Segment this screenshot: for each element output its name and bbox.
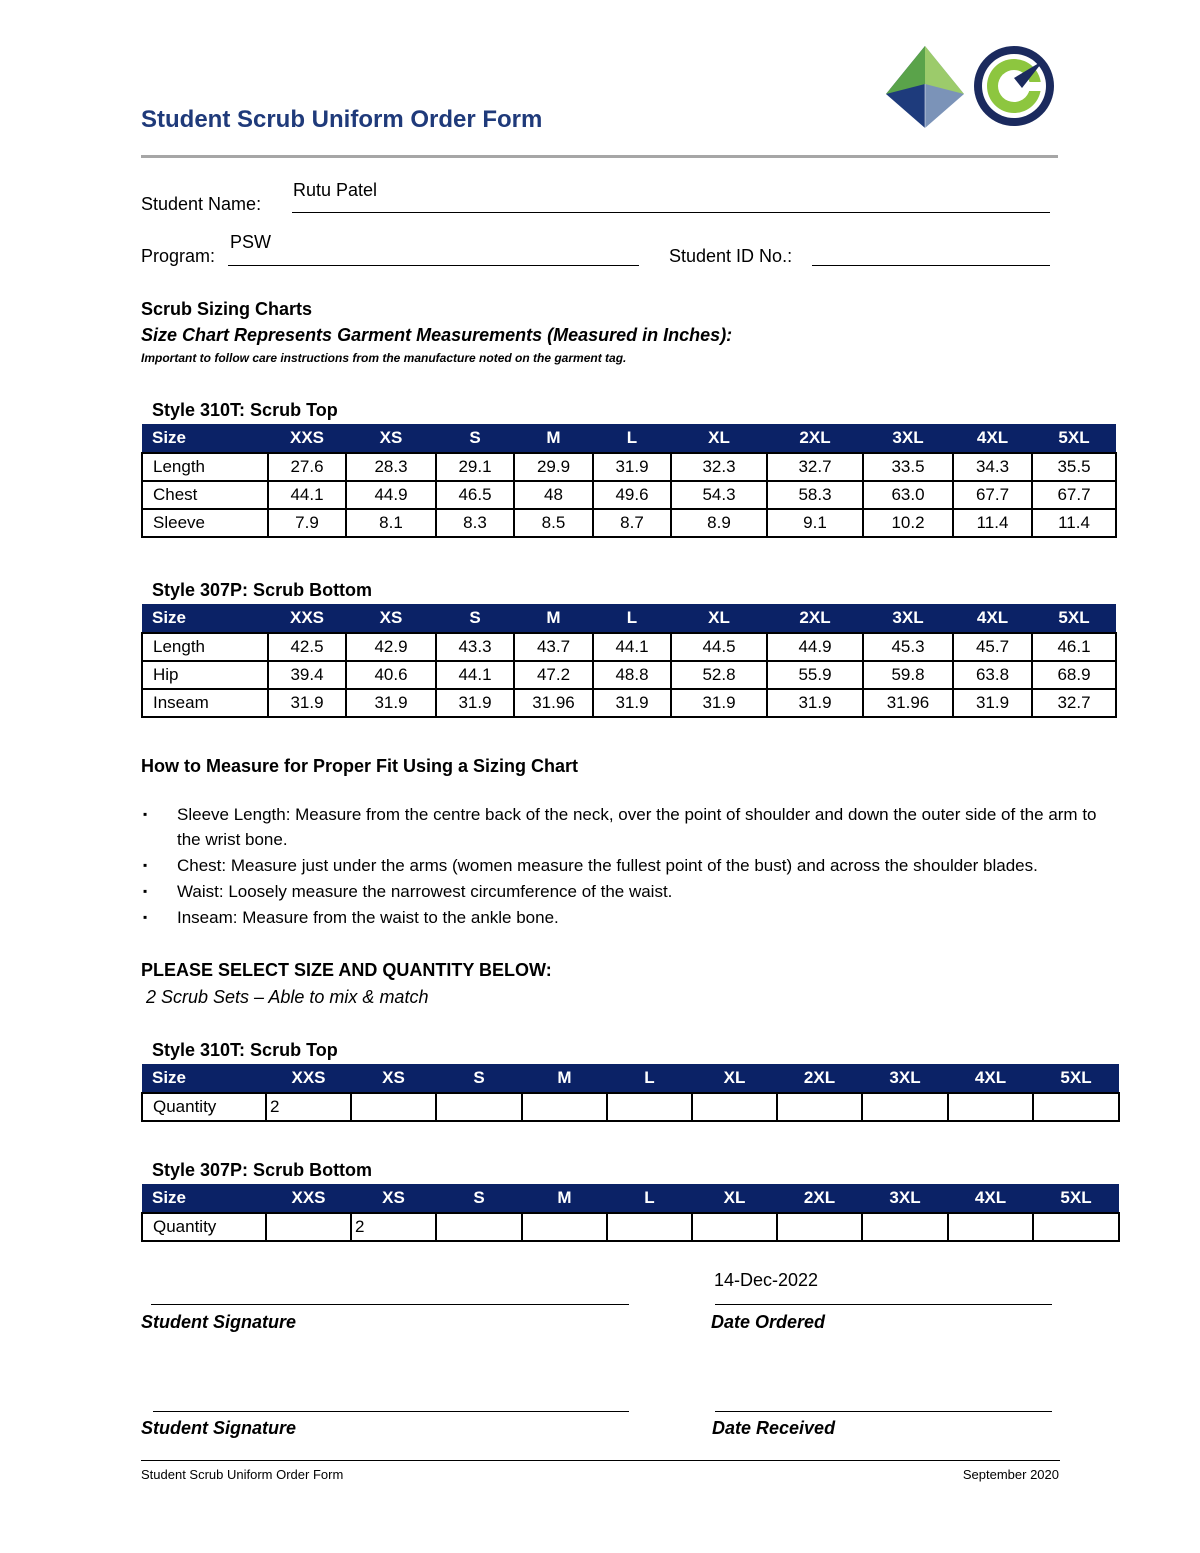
bottom-chart-title: Style 307P: Scrub Bottom	[152, 580, 373, 600]
signature-2-label: Student Signature	[141, 1418, 297, 1438]
measurement-cell: 44.1	[268, 481, 346, 509]
measurement-cell: 44.1	[436, 661, 514, 689]
row-label-cell: Chest	[142, 481, 268, 509]
measure-instructions	[141, 802, 1121, 931]
measurement-cell: 44.5	[671, 633, 767, 661]
measurement-cell: 28.3	[346, 453, 436, 481]
measure-term: Waist:	[177, 882, 224, 901]
date-ordered-line	[715, 1304, 1052, 1305]
top-size-chart	[141, 424, 1117, 538]
measurement-cell: 31.96	[514, 689, 593, 717]
title-divider	[141, 155, 1058, 158]
row-label-cell: Quantity	[142, 1213, 266, 1241]
measurement-cell: 46.1	[1032, 633, 1116, 661]
measurement-cell: 67.7	[953, 481, 1032, 509]
measurement-cell: 42.5	[268, 633, 346, 661]
size-xxs-header: XXS	[268, 424, 346, 453]
table-row	[142, 633, 1116, 661]
footer-right: September 2020	[962, 1467, 1059, 1482]
row-label-cell: Length	[142, 453, 268, 481]
size-4xl-header: 4XL	[948, 1064, 1033, 1093]
order-bottom-header-row	[142, 1184, 1119, 1213]
measurement-cell: 45.7	[953, 633, 1032, 661]
order-top-table	[141, 1064, 1120, 1122]
measure-text: Loosely measure the narrowest circumference of the waist.	[223, 882, 673, 901]
measurement-cell: 59.8	[863, 661, 953, 689]
measurement-cell: 10.2	[863, 509, 953, 537]
bottom-chart-header-row	[142, 604, 1116, 633]
measurement-cell: 33.5	[863, 453, 953, 481]
size-l-header: L	[593, 604, 671, 633]
measure-heading: How to Measure for Proper Fit Using a Sizing Chart	[141, 756, 579, 776]
quantity-cell[interactable]	[777, 1213, 862, 1241]
quantity-cell[interactable]: 2	[266, 1093, 351, 1121]
measurement-cell: 44.9	[767, 633, 863, 661]
measurement-cell: 63.0	[863, 481, 953, 509]
size-4xl-header: 4XL	[953, 604, 1032, 633]
quantity-cell[interactable]	[607, 1093, 692, 1121]
size-xs-header: XS	[351, 1184, 436, 1213]
measurement-cell: 54.3	[671, 481, 767, 509]
quantity-cell[interactable]	[692, 1213, 777, 1241]
measure-term: Chest:	[177, 856, 227, 875]
size-xl-header: XL	[671, 604, 767, 633]
measurement-cell: 31.9	[593, 689, 671, 717]
measure-text: Measure just under the arms (women measure the fullest point of the bust) and across the shoulder blades.	[226, 856, 1038, 875]
measurement-cell: 31.9	[346, 689, 436, 717]
sizing-heading: Scrub Sizing Charts	[141, 299, 313, 319]
measure-text: Measure from the waist to the ankle bone.	[237, 908, 559, 927]
top-chart-title: Style 310T: Scrub Top	[152, 400, 338, 420]
measurement-cell: 31.9	[953, 689, 1032, 717]
measurement-cell: 44.9	[346, 481, 436, 509]
size-m-header: M	[522, 1064, 607, 1093]
list-item	[141, 879, 1121, 904]
quantity-cell[interactable]	[862, 1093, 948, 1121]
measurement-cell: 55.9	[767, 661, 863, 689]
size-m-header: M	[514, 604, 593, 633]
quantity-cell[interactable]	[607, 1213, 692, 1241]
size-l-header: L	[593, 424, 671, 453]
measurement-cell: 31.9	[671, 689, 767, 717]
measurement-cell: 9.1	[767, 509, 863, 537]
date-ordered-value[interactable]: 14-Dec-2022	[714, 1270, 819, 1290]
quantity-cell[interactable]	[1033, 1093, 1119, 1121]
quantity-cell[interactable]	[522, 1213, 607, 1241]
row-label-cell: Length	[142, 633, 268, 661]
order-bottom-title: Style 307P: Scrub Bottom	[152, 1160, 373, 1180]
size-2xl-header: 2XL	[767, 424, 863, 453]
footer-left: Student Scrub Uniform Order Form	[141, 1467, 344, 1482]
measurement-cell: 8.5	[514, 509, 593, 537]
measurement-cell: 48	[514, 481, 593, 509]
bullet-icon: ▪	[143, 884, 148, 898]
measurement-cell: 44.1	[593, 633, 671, 661]
pyramid-logo-icon	[884, 44, 966, 130]
measurement-cell: 31.9	[767, 689, 863, 717]
size-xl-header: XL	[692, 1184, 777, 1213]
measure-text: Measure from the centre back of the neck, over the point of shoulder and down the outer side of the arm to the wrist bone.	[177, 805, 1097, 849]
quantity-cell[interactable]	[436, 1093, 522, 1121]
college-logo-icon	[972, 44, 1056, 128]
measurement-cell: 11.4	[1032, 509, 1116, 537]
size-4xl-header: 4XL	[948, 1184, 1033, 1213]
measurement-cell: 42.9	[346, 633, 436, 661]
quantity-cell[interactable]	[1033, 1213, 1119, 1241]
quantity-cell[interactable]	[777, 1093, 862, 1121]
sizing-subheading: Size Chart Represents Garment Measurements (Measured in Inches):	[141, 325, 733, 345]
measurement-cell: 52.8	[671, 661, 767, 689]
student-name-value[interactable]: Rutu Patel	[293, 180, 378, 200]
size-xl-header: XL	[692, 1064, 777, 1093]
care-note: Important to follow care instructions from the manufacture noted on the garment tag.	[141, 351, 627, 365]
size-xs-header: XS	[346, 424, 436, 453]
size-s-header: S	[436, 1064, 522, 1093]
date-received-label: Date Received	[712, 1418, 836, 1438]
measurement-cell: 31.9	[436, 689, 514, 717]
order-top-title: Style 310T: Scrub Top	[152, 1040, 338, 1060]
size-3xl-header: 3XL	[862, 1064, 948, 1093]
measurement-cell: 34.3	[953, 453, 1032, 481]
measurement-cell: 8.7	[593, 509, 671, 537]
signature-1-line[interactable]	[151, 1304, 629, 1305]
measurement-cell: 43.3	[436, 633, 514, 661]
size-5xl-header: 5XL	[1032, 424, 1116, 453]
measurement-cell: 63.8	[953, 661, 1032, 689]
measurement-cell: 32.7	[767, 453, 863, 481]
row-label-cell: Inseam	[142, 689, 268, 717]
measurement-cell: 68.9	[1032, 661, 1116, 689]
measure-term: Sleeve Length:	[177, 805, 291, 824]
top-chart-header-row	[142, 424, 1116, 453]
student-id-underline	[812, 265, 1050, 266]
size-5xl-header: 5XL	[1033, 1184, 1119, 1213]
size-s-header: S	[436, 1184, 522, 1213]
measure-term: Inseam:	[177, 908, 238, 927]
student-id-label: Student ID No.:	[669, 246, 793, 266]
size-xxs-header: XXS	[266, 1064, 351, 1093]
student-name-label: Student Name:	[141, 194, 262, 214]
table-row	[142, 661, 1116, 689]
bottom-size-chart	[141, 604, 1117, 718]
table-row	[142, 453, 1116, 481]
size-2xl-header: 2XL	[777, 1064, 862, 1093]
list-item	[141, 905, 1121, 930]
size-3xl-header: 3XL	[862, 1184, 948, 1213]
measurement-cell: 49.6	[593, 481, 671, 509]
size-s-header: S	[436, 604, 514, 633]
size-header-cell: Size	[142, 424, 268, 453]
quantity-cell[interactable]	[522, 1093, 607, 1121]
size-xs-header: XS	[351, 1064, 436, 1093]
list-item	[141, 853, 1121, 878]
quantity-cell[interactable]	[948, 1093, 1033, 1121]
measurement-cell: 46.5	[436, 481, 514, 509]
date-received-line[interactable]	[715, 1411, 1052, 1412]
page-title: Student Scrub Uniform Order Form	[141, 106, 543, 133]
measurement-cell: 48.8	[593, 661, 671, 689]
signature-2-line[interactable]	[153, 1411, 629, 1412]
bullet-icon: ▪	[143, 910, 148, 924]
bullet-icon: ▪	[143, 858, 148, 872]
measurement-cell: 58.3	[767, 481, 863, 509]
quantity-cell[interactable]	[436, 1213, 522, 1241]
student-name-underline	[292, 212, 1050, 213]
measurement-cell: 47.2	[514, 661, 593, 689]
size-2xl-header: 2XL	[767, 604, 863, 633]
size-m-header: M	[514, 424, 593, 453]
size-5xl-header: 5XL	[1033, 1064, 1119, 1093]
date-ordered-label: Date Ordered	[711, 1312, 826, 1332]
size-l-header: L	[607, 1184, 692, 1213]
footer-divider	[141, 1460, 1060, 1461]
measurement-cell: 27.6	[268, 453, 346, 481]
size-header-cell: Size	[142, 604, 268, 633]
measurement-cell: 29.1	[436, 453, 514, 481]
measurement-cell: 31.9	[593, 453, 671, 481]
size-s-header: S	[436, 424, 514, 453]
order-subheading: 2 Scrub Sets – Able to mix & match	[146, 987, 429, 1007]
measurement-cell: 7.9	[268, 509, 346, 537]
size-xs-header: XS	[346, 604, 436, 633]
quantity-cell[interactable]: 2	[351, 1213, 436, 1241]
quantity-cell[interactable]	[266, 1213, 351, 1241]
size-2xl-header: 2XL	[777, 1184, 862, 1213]
size-3xl-header: 3XL	[863, 424, 953, 453]
measurement-cell: 8.3	[436, 509, 514, 537]
table-row	[142, 689, 1116, 717]
table-row	[142, 1213, 1119, 1241]
measurement-cell: 35.5	[1032, 453, 1116, 481]
measurement-cell: 45.3	[863, 633, 953, 661]
measurement-cell: 43.7	[514, 633, 593, 661]
table-row	[142, 509, 1116, 537]
size-xxs-header: XXS	[268, 604, 346, 633]
size-4xl-header: 4XL	[953, 424, 1032, 453]
size-5xl-header: 5XL	[1032, 604, 1116, 633]
program-value[interactable]: PSW	[230, 232, 272, 252]
size-header-cell: Size	[142, 1184, 266, 1213]
measurement-cell: 32.7	[1032, 689, 1116, 717]
measurement-cell: 11.4	[953, 509, 1032, 537]
measurement-cell: 40.6	[346, 661, 436, 689]
measurement-cell: 29.9	[514, 453, 593, 481]
order-top-header-row	[142, 1064, 1119, 1093]
size-m-header: M	[522, 1184, 607, 1213]
quantity-cell[interactable]	[351, 1093, 436, 1121]
size-3xl-header: 3XL	[863, 604, 953, 633]
signature-1-label: Student Signature	[141, 1312, 297, 1332]
row-label-cell: Sleeve	[142, 509, 268, 537]
size-xl-header: XL	[671, 424, 767, 453]
size-header-cell: Size	[142, 1064, 266, 1093]
measurement-cell: 31.96	[863, 689, 953, 717]
size-l-header: L	[607, 1064, 692, 1093]
program-label: Program:	[141, 246, 216, 266]
measurement-cell: 31.9	[268, 689, 346, 717]
table-row	[142, 481, 1116, 509]
bullet-icon: ▪	[143, 807, 148, 821]
measurement-cell: 8.9	[671, 509, 767, 537]
table-row	[142, 1093, 1119, 1121]
order-heading: PLEASE SELECT SIZE AND QUANTITY BELOW:	[141, 960, 552, 980]
measurement-cell: 67.7	[1032, 481, 1116, 509]
row-label-cell: Quantity	[142, 1093, 266, 1121]
row-label-cell: Hip	[142, 661, 268, 689]
quantity-cell[interactable]	[862, 1213, 948, 1241]
measurement-cell: 39.4	[268, 661, 346, 689]
quantity-cell[interactable]	[692, 1093, 777, 1121]
program-underline	[228, 265, 639, 266]
size-xxs-header: XXS	[266, 1184, 351, 1213]
measurement-cell: 32.3	[671, 453, 767, 481]
quantity-cell[interactable]	[948, 1213, 1033, 1241]
list-item	[141, 802, 1121, 852]
order-bottom-table	[141, 1184, 1120, 1242]
measurement-cell: 8.1	[346, 509, 436, 537]
